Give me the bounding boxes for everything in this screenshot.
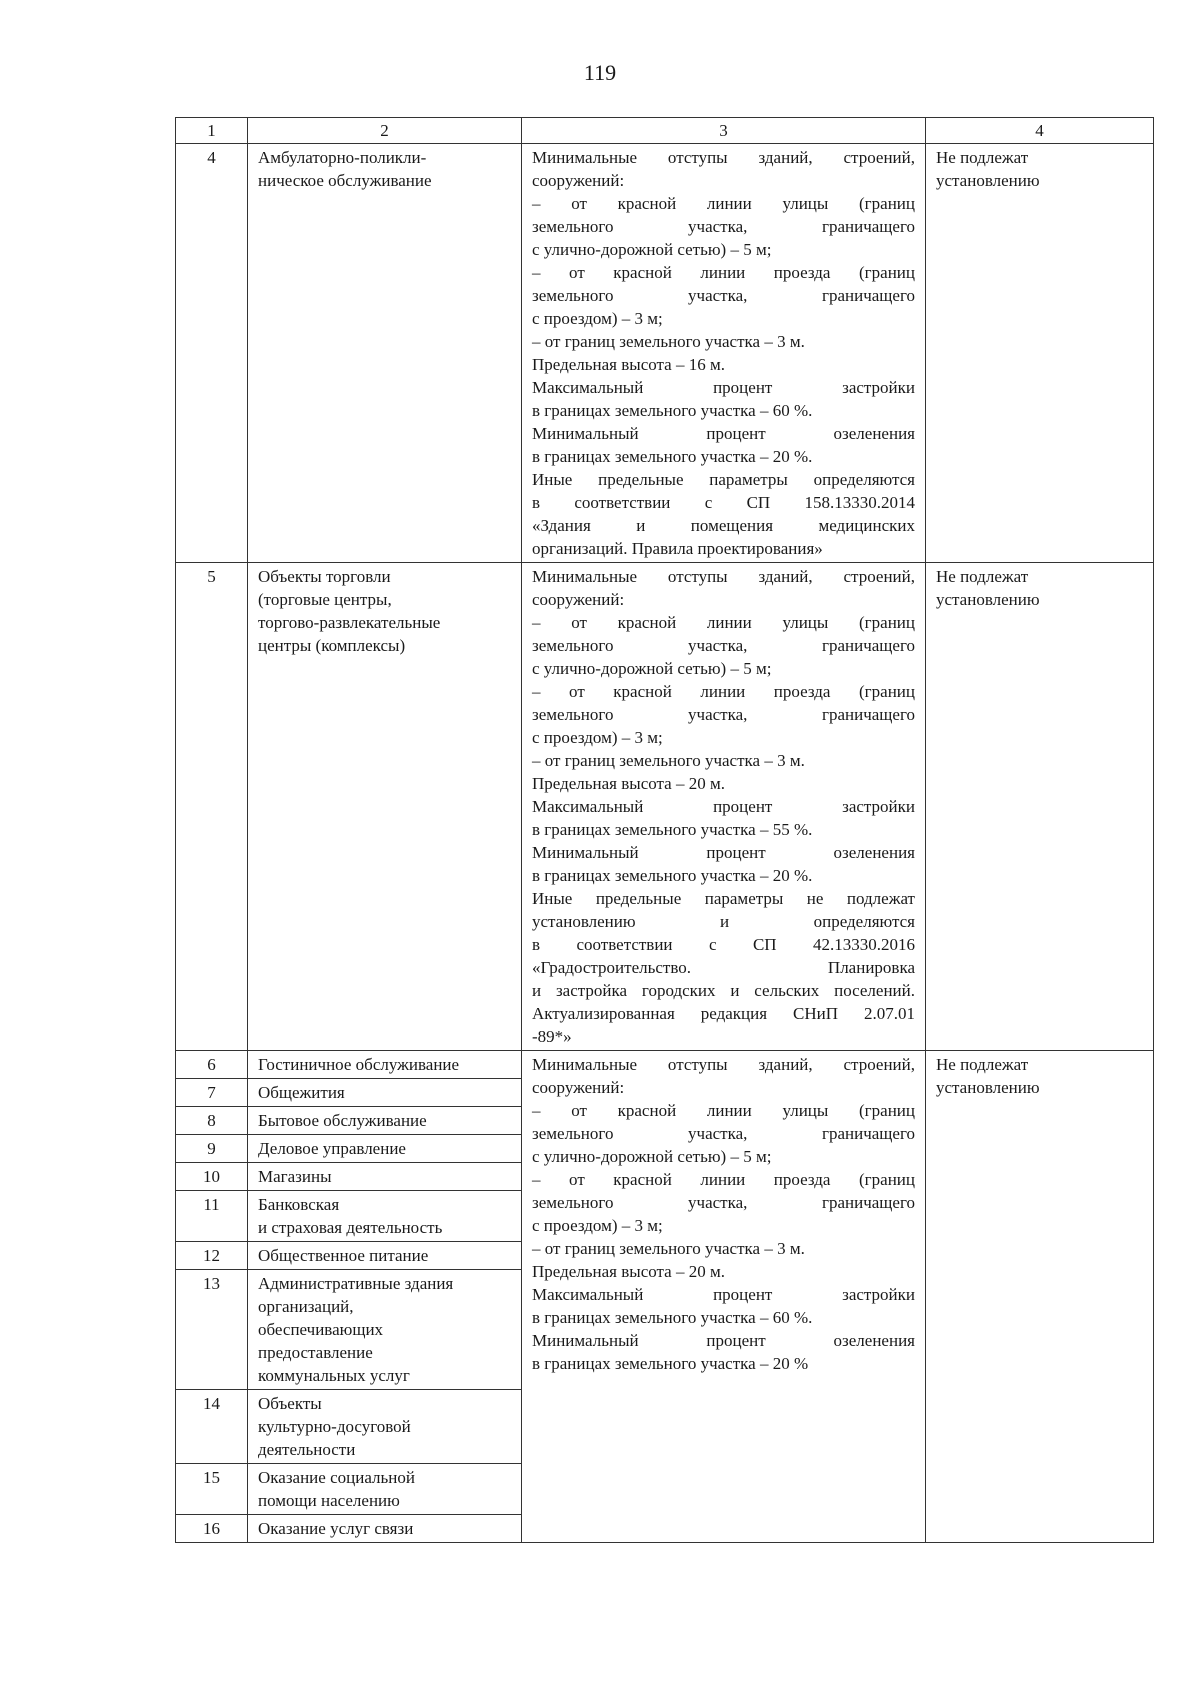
use-name bbox=[248, 1163, 522, 1191]
text-line: Максимальный процент застройки bbox=[532, 797, 915, 816]
use-name bbox=[248, 1191, 522, 1242]
regulations-table bbox=[175, 117, 1154, 1543]
parameters bbox=[522, 563, 926, 1051]
table-row bbox=[176, 1051, 1154, 1079]
text-line: Иные предельные параметры не подлежат bbox=[532, 889, 915, 908]
text-line: Предельная высота – 20 м. bbox=[532, 1262, 725, 1281]
text-line: в границах земельного участка – 60 %. bbox=[532, 1308, 813, 1327]
text-line: культурно-досуговой bbox=[258, 1417, 411, 1436]
text-line: торгово-развлекательные bbox=[258, 613, 441, 632]
text-line: и застройка городских и сельских поселений. bbox=[532, 981, 915, 1000]
use-name bbox=[248, 1051, 522, 1079]
text-line: Объекты торговли bbox=[258, 567, 391, 586]
text-line: земельного участка, граничащего bbox=[532, 705, 915, 724]
row-number: 7 bbox=[176, 1079, 248, 1107]
text-line: в границах земельного участка – 55 %. bbox=[532, 820, 813, 839]
text-line: Не подлежат bbox=[936, 148, 1029, 167]
text-line: коммунальных услуг bbox=[258, 1366, 410, 1385]
text-line: Актуализированная редакция СНиП 2.07.01 bbox=[532, 1004, 915, 1023]
text-line: помощи населению bbox=[258, 1491, 400, 1510]
row-number: 8 bbox=[176, 1107, 248, 1135]
text-line: земельного участка, граничащего bbox=[532, 286, 915, 305]
text-line: «Градостроительство. Планировка bbox=[532, 958, 915, 977]
use-name bbox=[248, 1107, 522, 1135]
text-line: Не подлежат bbox=[936, 567, 1029, 586]
text-line: в границах земельного участка – 20 %. bbox=[532, 866, 813, 885]
use-name bbox=[248, 1270, 522, 1390]
text-line: обеспечивающих bbox=[258, 1320, 384, 1339]
text-line: с улично-дорожной сетью) – 5 м; bbox=[532, 1147, 772, 1166]
header-cell-1: 1 bbox=[176, 118, 248, 144]
row-number: 14 bbox=[176, 1390, 248, 1464]
text-line: Минимальные отступы зданий, строений, bbox=[532, 148, 915, 167]
text-line: с проездом) – 3 м; bbox=[532, 728, 663, 747]
table-row bbox=[176, 563, 1154, 1051]
use-name bbox=[248, 1464, 522, 1515]
text-line: с проездом) – 3 м; bbox=[532, 1216, 663, 1235]
text-line: установлению bbox=[936, 171, 1040, 190]
text-line: установлению bbox=[936, 1078, 1040, 1097]
text-line: сооружений: bbox=[532, 171, 625, 190]
use-name bbox=[248, 1242, 522, 1270]
text-line: сооружений: bbox=[532, 1078, 625, 1097]
text-line: «Здания и помещения медицинских bbox=[532, 516, 915, 535]
header-cell-3: 3 bbox=[522, 118, 926, 144]
text-line: и страховая деятельность bbox=[258, 1218, 443, 1237]
text-line: Предельная высота – 20 м. bbox=[532, 774, 725, 793]
parameters bbox=[522, 144, 926, 563]
text-line: в соответствии с СП 42.13330.2016 bbox=[532, 935, 915, 954]
use-name bbox=[248, 144, 522, 563]
note bbox=[926, 144, 1154, 563]
text-line: центры (комплексы) bbox=[258, 636, 406, 655]
use-name bbox=[248, 563, 522, 1051]
text-line: Административные здания bbox=[258, 1274, 454, 1293]
row-number: 15 bbox=[176, 1464, 248, 1515]
row-number: 13 bbox=[176, 1270, 248, 1390]
parameters bbox=[522, 1051, 926, 1543]
row-number: 6 bbox=[176, 1051, 248, 1079]
use-name bbox=[248, 1135, 522, 1163]
text-line: Оказание услуг связи bbox=[258, 1519, 414, 1538]
note bbox=[926, 1051, 1154, 1543]
text-line: организаций, bbox=[258, 1297, 354, 1316]
text-line: установлению bbox=[936, 590, 1040, 609]
text-line: Предельная высота – 16 м. bbox=[532, 355, 725, 374]
page-number: 119 bbox=[583, 60, 617, 85]
text-line: с улично-дорожной сетью) – 5 м; bbox=[532, 659, 772, 678]
table-row bbox=[176, 144, 1154, 563]
note bbox=[926, 563, 1154, 1051]
text-line: Банковская bbox=[258, 1195, 340, 1214]
text-line: земельного участка, граничащего bbox=[532, 1193, 915, 1212]
text-line: с улично-дорожной сетью) – 5 м; bbox=[532, 240, 772, 259]
text-line: Иные предельные параметры определяются bbox=[532, 470, 915, 489]
text-line: Максимальный процент застройки bbox=[532, 1285, 915, 1304]
text-line: земельного участка, граничащего bbox=[532, 636, 915, 655]
text-line: деятельности bbox=[258, 1440, 356, 1459]
row-number: 5 bbox=[176, 563, 248, 1051]
text-line: предоставление bbox=[258, 1343, 373, 1362]
text-line: Магазины bbox=[258, 1167, 332, 1186]
text-line: в границах земельного участка – 20 %. bbox=[532, 447, 813, 466]
text-line: – от красной линии проезда (границ bbox=[532, 263, 915, 282]
text-line: Не подлежат bbox=[936, 1055, 1029, 1074]
text-line: Оказание социальной bbox=[258, 1468, 415, 1487]
text-line: Минимальный процент озеленения bbox=[532, 1331, 915, 1350]
text-line: установлению и определяются bbox=[532, 912, 915, 931]
row-number: 16 bbox=[176, 1515, 248, 1543]
text-line: Минимальные отступы зданий, строений, bbox=[532, 567, 915, 586]
text-line: – от красной линии улицы (границ bbox=[532, 194, 915, 213]
text-line: в границах земельного участка – 60 %. bbox=[532, 401, 813, 420]
text-line: (торговые центры, bbox=[258, 590, 392, 609]
use-name bbox=[248, 1515, 522, 1543]
row-number: 11 bbox=[176, 1191, 248, 1242]
text-line: – от границ земельного участка – 3 м. bbox=[532, 1239, 805, 1258]
text-line: земельного участка, граничащего bbox=[532, 1124, 915, 1143]
text-line: Амбулаторно-поликли- bbox=[258, 148, 427, 167]
text-line: сооружений: bbox=[532, 590, 625, 609]
regulations-table-wrapper bbox=[175, 117, 1153, 1543]
text-line: Минимальные отступы зданий, строений, bbox=[532, 1055, 915, 1074]
text-line: – от красной линии улицы (границ bbox=[532, 613, 915, 632]
row-number: 12 bbox=[176, 1242, 248, 1270]
text-line: Гостиничное обслуживание bbox=[258, 1055, 460, 1074]
text-line: Объекты bbox=[258, 1394, 322, 1413]
text-line: Минимальный процент озеленения bbox=[532, 843, 915, 862]
text-line: – от красной линии проезда (границ bbox=[532, 1170, 915, 1189]
use-name bbox=[248, 1079, 522, 1107]
text-line: Общественное питание bbox=[258, 1246, 429, 1265]
text-line: ническое обслуживание bbox=[258, 171, 432, 190]
row-number: 4 bbox=[176, 144, 248, 563]
text-line: Бытовое обслуживание bbox=[258, 1111, 427, 1130]
text-line: – от красной линии проезда (границ bbox=[532, 682, 915, 701]
text-line: организаций. Правила проектирования» bbox=[532, 539, 823, 558]
table-header-row bbox=[176, 118, 1154, 144]
text-line: – от границ земельного участка – 3 м. bbox=[532, 751, 805, 770]
table-body bbox=[176, 118, 1154, 1543]
text-line: – от красной линии улицы (границ bbox=[532, 1101, 915, 1120]
text-line: Общежития bbox=[258, 1083, 345, 1102]
header-cell-2: 2 bbox=[248, 118, 522, 144]
text-line: Минимальный процент озеленения bbox=[532, 424, 915, 443]
row-number: 10 bbox=[176, 1163, 248, 1191]
text-line: с проездом) – 3 м; bbox=[532, 309, 663, 328]
header-cell-4: 4 bbox=[926, 118, 1154, 144]
text-line: -89*» bbox=[532, 1027, 572, 1046]
text-line: Максимальный процент застройки bbox=[532, 378, 915, 397]
use-name bbox=[248, 1390, 522, 1464]
text-line: Деловое управление bbox=[258, 1139, 406, 1158]
text-line: – от границ земельного участка – 3 м. bbox=[532, 332, 805, 351]
row-number: 9 bbox=[176, 1135, 248, 1163]
text-line: земельного участка, граничащего bbox=[532, 217, 915, 236]
text-line: в границах земельного участка – 20 % bbox=[532, 1354, 809, 1373]
text-line: в соответствии с СП 158.13330.2014 bbox=[532, 493, 915, 512]
